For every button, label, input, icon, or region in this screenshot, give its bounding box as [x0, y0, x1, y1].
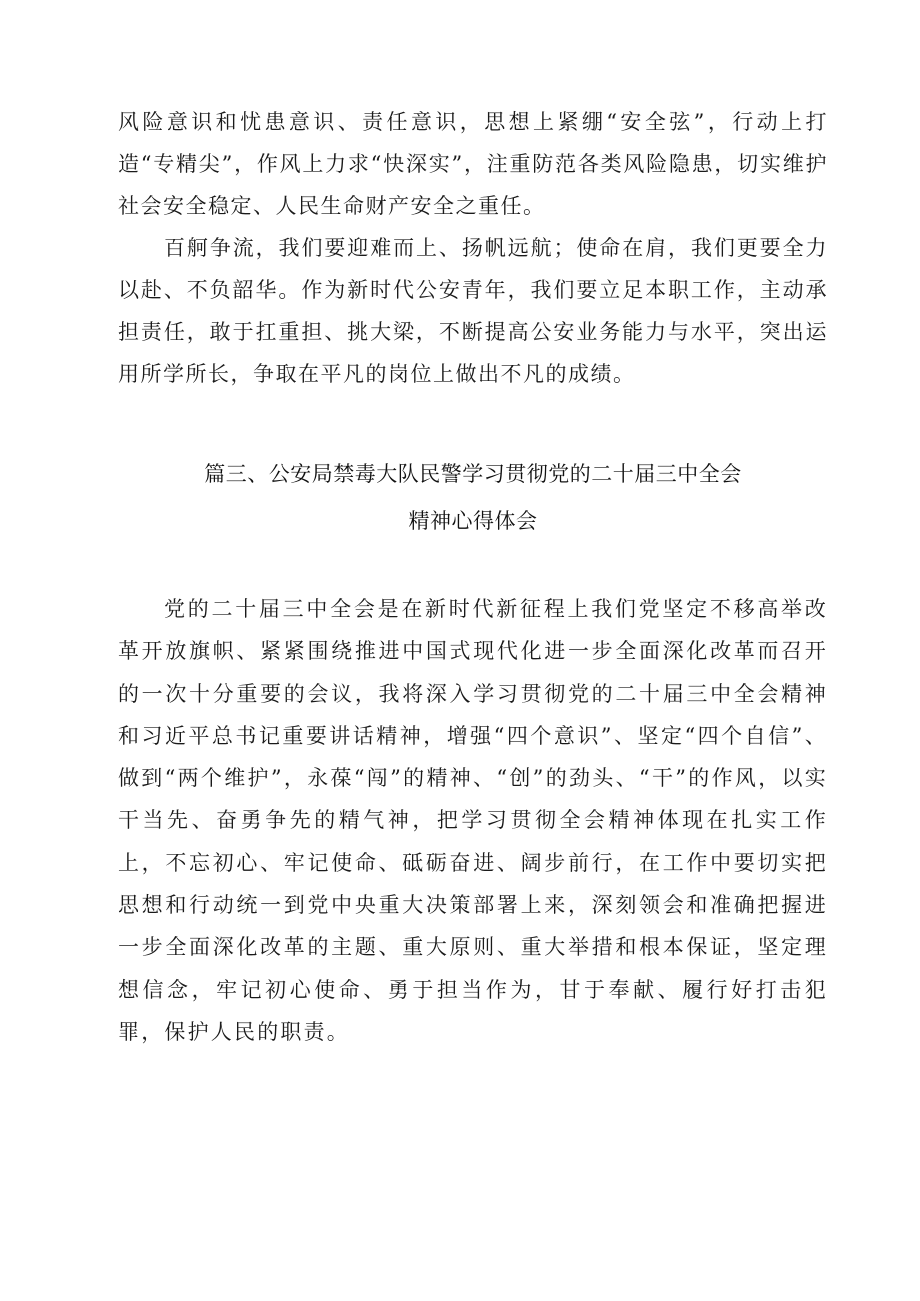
- body-paragraph: 百舸争流，我们要迎难而上、扬帆远航；使命在肩，我们更要全力以赴、不负韶华。作为新时代公安青年，我们要立足本职工作，主动承担责任，敢于扛重担、挑大梁，不断提高公安业务能力与水平，突出运用所学所长，争取在平凡的岗位上做出不凡的成绩。: [118, 236, 828, 386]
- section-heading-line-2: 精神心得体会: [408, 509, 538, 533]
- section-heading-line-1: 篇三、公安局禁毒大队民警学习贯彻党的二十届三中全会: [204, 462, 742, 486]
- body-paragraph-continued: 风险意识和忧患意识、责任意识，思想上紧绷“安全弦”，行动上打造“专精尖”，作风上力求“快深实”，注重防范各类风险隐患，切实维护社会安全稳定、人民生命财产安全之重任。: [118, 110, 828, 218]
- body-paragraph: 党的二十届三中全会是在新时代新征程上我们党坚定不移高举改革开放旗帜、紧紧围绕推进中国式现代化进一步全面深化改革而召开的一次十分重要的会议，我将深入学习贯彻党的二十届三中全会精神和习近平总书记重要讲话精神，增强“四个意识”、坚定“四个自信”、做到“两个维护”，永葆“闯”的精神、“创”的劲头、“干”的作风，以实干当先、奋勇争先的精气神，把学习贯彻全会精神体现在扎实工作上，不忘初心、牢记使命、砥砺奋进、阔步前行，在工作中要切实把思想和行动统一到党中央重大决策部署上来，深刻领会和准确把握进一步全面深化改革的主题、重大原则、重大举措和根本保证，坚定理想信念，牢记初心使命、勇于担当作为，甘于奉献、履行好打击犯罪，保护人民的职责。: [118, 597, 828, 1044]
